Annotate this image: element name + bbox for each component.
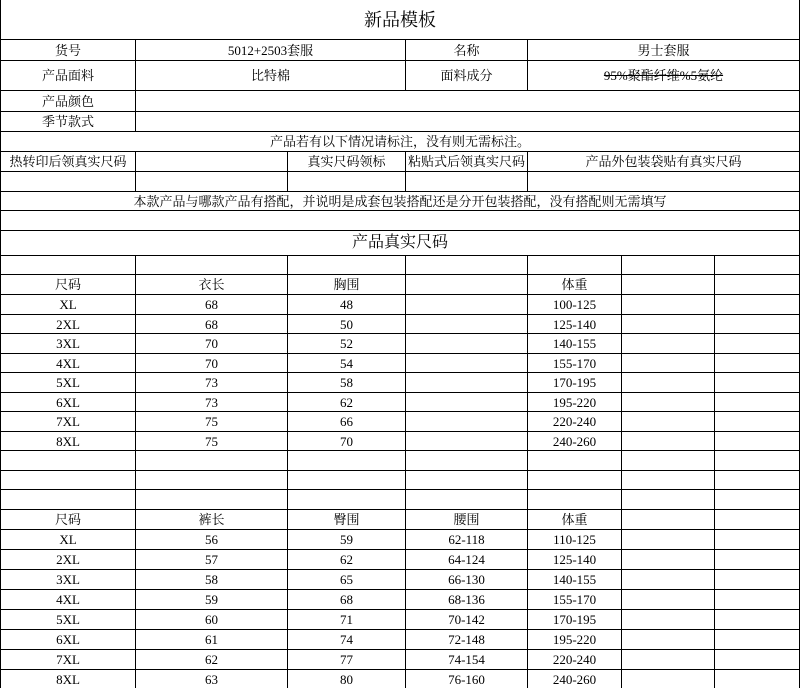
empty-cell (622, 393, 715, 412)
empty-cell (715, 256, 800, 275)
weight-cell: 220-240 (528, 650, 622, 670)
pants-length-cell: 58 (136, 570, 288, 590)
size-cell: XL (1, 295, 136, 315)
empty-cell (622, 630, 715, 650)
weight-cell: 125-140 (528, 315, 622, 334)
empty-cell (406, 315, 528, 334)
empty-cell (622, 315, 715, 334)
empty-cell (622, 530, 715, 550)
weight-cell: 140-155 (528, 334, 622, 354)
empty-cell (715, 393, 800, 412)
empty-cell (622, 471, 715, 490)
chest-cell: 70 (288, 432, 406, 451)
empty-cell (715, 630, 800, 650)
empty-cell (406, 490, 528, 510)
pairing-notice: 本款产品与哪款产品有搭配，并说明是成套包装搭配还是分开包装搭配，没有搭配则无需填写 (1, 192, 800, 211)
length-cell: 70 (136, 334, 288, 354)
hip-cell: 62 (288, 550, 406, 570)
empty-cell (406, 295, 528, 315)
empty-cell (715, 590, 800, 610)
pants-length-cell: 63 (136, 670, 288, 688)
size-cell: 3XL (1, 570, 136, 590)
empty-cell (288, 471, 406, 490)
empty-cell (622, 451, 715, 471)
empty-cell (622, 610, 715, 630)
weight-cell: 170-195 (528, 373, 622, 393)
color-label: 产品颜色 (1, 91, 136, 112)
season-value (136, 112, 800, 132)
empty-cell (622, 490, 715, 510)
empty-cell (715, 451, 800, 471)
chest-cell: 48 (288, 295, 406, 315)
empty-cell (715, 550, 800, 570)
size-cell: 2XL (1, 315, 136, 334)
size-cell: 5XL (1, 610, 136, 630)
empty-cell (1, 256, 136, 275)
size-cell: 8XL (1, 432, 136, 451)
empty-cell (406, 275, 528, 295)
empty-cell (715, 432, 800, 451)
hip-cell: 77 (288, 650, 406, 670)
pants-length-cell: 60 (136, 610, 288, 630)
weight-cell: 140-155 (528, 570, 622, 590)
weight-cell: 110-125 (528, 530, 622, 550)
empty-cell (528, 490, 622, 510)
empty-cell (1, 451, 136, 471)
label-mark-cell (406, 172, 528, 192)
empty-cell (715, 334, 800, 354)
weight-cell: 170-195 (528, 610, 622, 630)
empty-cell (622, 510, 715, 530)
empty-cell (406, 471, 528, 490)
size-cell: 4XL (1, 354, 136, 373)
length-cell: 68 (136, 295, 288, 315)
size-cell: 5XL (1, 373, 136, 393)
empty-cell (715, 530, 800, 550)
top-header-chest: 胸围 (288, 275, 406, 295)
label-notice: 产品若有以下情况请标注，没有则无需标注。 (1, 132, 800, 152)
empty-cell (406, 354, 528, 373)
bottom-header-length: 裤长 (136, 510, 288, 530)
waist-cell: 66-130 (406, 570, 528, 590)
empty-cell (715, 570, 800, 590)
composition-label: 面料成分 (406, 61, 528, 91)
waist-cell: 72-148 (406, 630, 528, 650)
empty-cell (622, 373, 715, 393)
size-cell: 8XL (1, 670, 136, 688)
empty-cell (715, 315, 800, 334)
empty-cell (715, 471, 800, 490)
size-cell: XL (1, 530, 136, 550)
pants-length-cell: 59 (136, 590, 288, 610)
length-cell: 75 (136, 432, 288, 451)
empty-cell (622, 590, 715, 610)
chest-cell: 66 (288, 412, 406, 432)
weight-cell: 100-125 (528, 295, 622, 315)
sticker-option: 粘贴式后领真实尺码 (406, 152, 528, 172)
empty-cell (528, 471, 622, 490)
chest-cell: 58 (288, 373, 406, 393)
empty-cell (406, 256, 528, 275)
empty-cell (715, 670, 800, 688)
size-cell: 7XL (1, 412, 136, 432)
empty-cell (622, 650, 715, 670)
empty-cell (715, 610, 800, 630)
empty-cell (406, 412, 528, 432)
empty-cell (715, 490, 800, 510)
empty-cell (288, 451, 406, 471)
length-cell: 75 (136, 412, 288, 432)
chest-cell: 62 (288, 393, 406, 412)
empty-cell (622, 354, 715, 373)
empty-cell (1, 490, 136, 510)
empty-cell (622, 295, 715, 315)
empty-cell (715, 295, 800, 315)
chest-cell: 54 (288, 354, 406, 373)
empty-cell (715, 510, 800, 530)
weight-cell: 195-220 (528, 393, 622, 412)
name-label: 名称 (406, 40, 528, 61)
waist-cell: 68-136 (406, 590, 528, 610)
waist-cell: 74-154 (406, 650, 528, 670)
pants-length-cell: 61 (136, 630, 288, 650)
empty-cell (622, 334, 715, 354)
empty-cell (406, 451, 528, 471)
season-label: 季节款式 (1, 112, 136, 132)
pairing-input-cell (1, 211, 800, 231)
bottom-header-size: 尺码 (1, 510, 136, 530)
name-value: 男士套服 (528, 40, 800, 61)
size-cell: 2XL (1, 550, 136, 570)
size-label-option: 真实尺码领标 (288, 152, 406, 172)
fabric-label: 产品面料 (1, 61, 136, 91)
empty-cell (288, 490, 406, 510)
top-header-size: 尺码 (1, 275, 136, 295)
fabric-value: 比特棉 (136, 61, 406, 91)
weight-cell: 125-140 (528, 550, 622, 570)
empty-cell (1, 471, 136, 490)
weight-cell: 240-260 (528, 670, 622, 688)
bottom-header-weight: 体重 (528, 510, 622, 530)
weight-cell: 195-220 (528, 630, 622, 650)
page-title: 新品模板 (1, 0, 800, 40)
item-no-value: 5012+2503套服 (136, 40, 406, 61)
label-mark-cell (136, 172, 288, 192)
empty-cell (715, 650, 800, 670)
empty-cell (136, 490, 288, 510)
chest-cell: 52 (288, 334, 406, 354)
size-cell: 6XL (1, 393, 136, 412)
weight-cell: 155-170 (528, 590, 622, 610)
length-cell: 73 (136, 373, 288, 393)
hip-cell: 74 (288, 630, 406, 650)
empty-cell (528, 451, 622, 471)
empty-cell (715, 412, 800, 432)
composition-value (528, 61, 800, 91)
hip-cell: 71 (288, 610, 406, 630)
heat-transfer-mark-cell (136, 152, 288, 172)
color-value (136, 91, 800, 112)
weight-cell: 240-260 (528, 432, 622, 451)
length-cell: 70 (136, 354, 288, 373)
item-no-label: 货号 (1, 40, 136, 61)
label-mark-cell (1, 172, 136, 192)
empty-cell (715, 373, 800, 393)
size-cell: 7XL (1, 650, 136, 670)
empty-cell (528, 256, 622, 275)
waist-cell: 64-124 (406, 550, 528, 570)
empty-cell (622, 275, 715, 295)
chest-cell: 50 (288, 315, 406, 334)
empty-cell (136, 451, 288, 471)
empty-cell (406, 334, 528, 354)
waist-cell: 76-160 (406, 670, 528, 688)
empty-cell (622, 570, 715, 590)
pants-length-cell: 56 (136, 530, 288, 550)
waist-cell: 70-142 (406, 610, 528, 630)
top-header-length: 衣长 (136, 275, 288, 295)
pants-length-cell: 57 (136, 550, 288, 570)
hip-cell: 65 (288, 570, 406, 590)
size-section-title: 产品真实尺码 (1, 231, 800, 256)
empty-cell (715, 275, 800, 295)
hip-cell: 68 (288, 590, 406, 610)
length-cell: 68 (136, 315, 288, 334)
empty-cell (622, 670, 715, 688)
size-cell: 4XL (1, 590, 136, 610)
empty-cell (406, 373, 528, 393)
waist-cell: 62-118 (406, 530, 528, 550)
empty-cell (622, 550, 715, 570)
pants-length-cell: 62 (136, 650, 288, 670)
empty-cell (622, 412, 715, 432)
empty-cell (288, 256, 406, 275)
package-option: 产品外包装袋贴有真实尺码 (528, 152, 800, 172)
bottom-header-hip: 臀围 (288, 510, 406, 530)
hip-cell: 80 (288, 670, 406, 688)
weight-cell: 220-240 (528, 412, 622, 432)
empty-cell (406, 393, 528, 412)
length-cell: 73 (136, 393, 288, 412)
empty-cell (715, 354, 800, 373)
empty-cell (136, 256, 288, 275)
heat-transfer-option: 热转印后领真实尺码 (1, 152, 136, 172)
empty-cell (622, 256, 715, 275)
size-cell: 3XL (1, 334, 136, 354)
label-mark-cell (288, 172, 406, 192)
bottom-header-waist: 腰围 (406, 510, 528, 530)
weight-cell: 155-170 (528, 354, 622, 373)
size-cell: 6XL (1, 630, 136, 650)
empty-cell (406, 432, 528, 451)
composition-text: 95%聚酯纤维%5氨纶 (603, 68, 724, 83)
label-mark-cell (528, 172, 800, 192)
empty-cell (622, 432, 715, 451)
empty-cell (136, 471, 288, 490)
hip-cell: 59 (288, 530, 406, 550)
top-header-weight: 体重 (528, 275, 622, 295)
